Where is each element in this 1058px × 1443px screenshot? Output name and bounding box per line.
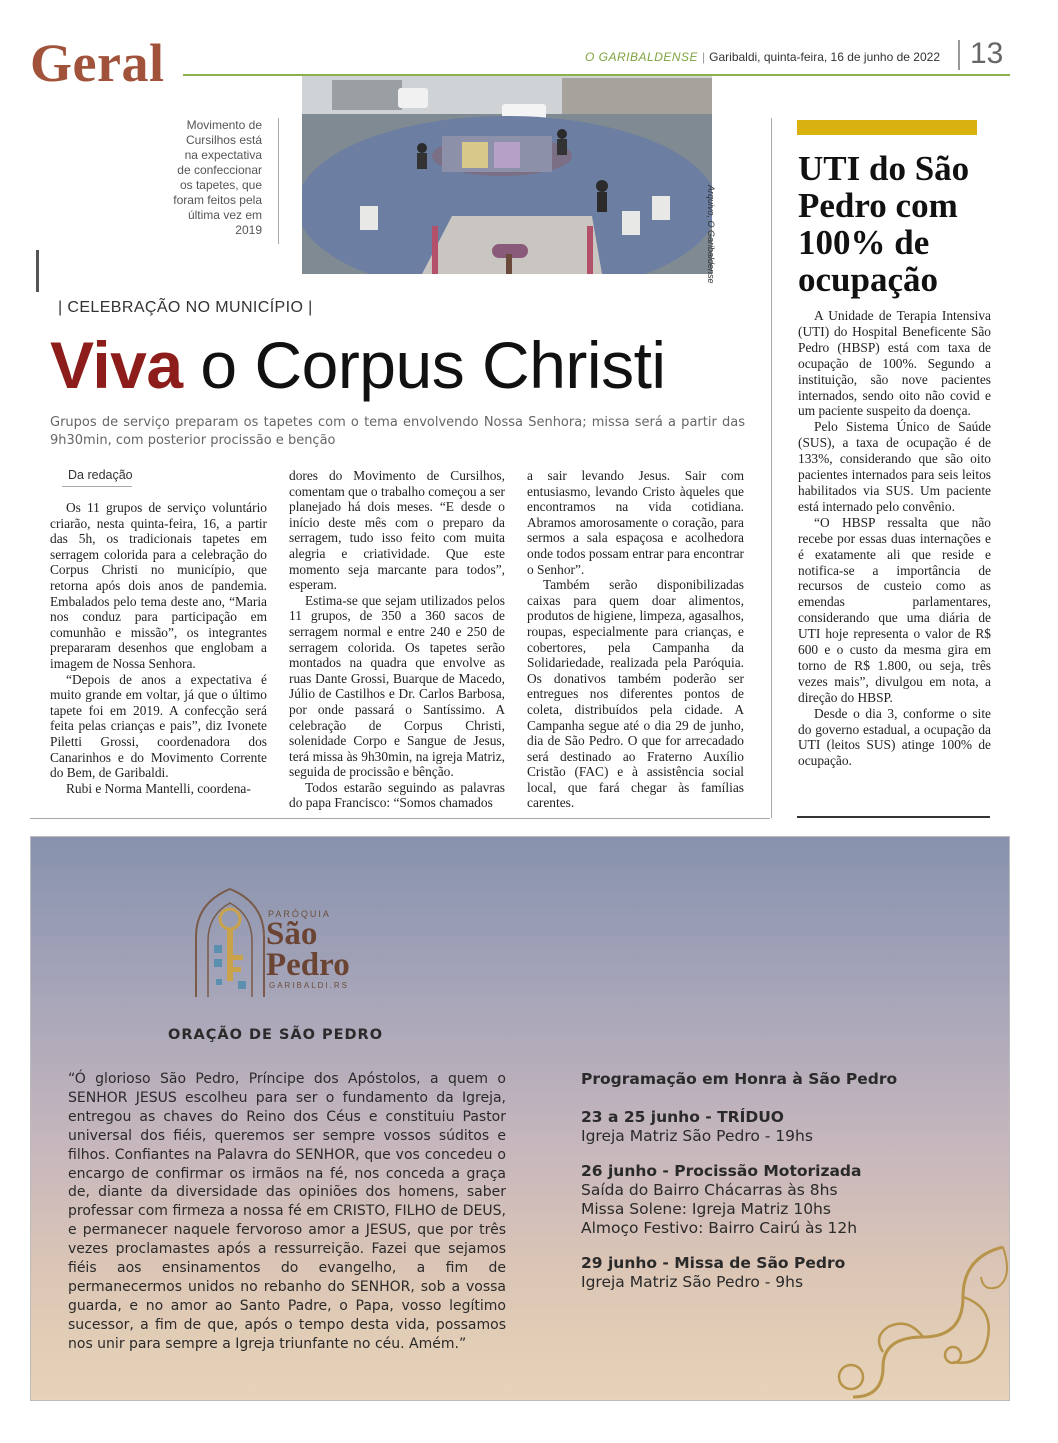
logo-parish-name bbox=[266, 916, 350, 983]
program-heading: 29 junho - Missa de São Pedro bbox=[581, 1254, 846, 1272]
logo-name-line-1: São bbox=[266, 916, 318, 952]
prayer-text: “Ó glorioso São Pedro, Príncipe dos Apóstolos, a quem o SENHOR JESUS escolheu para ser o fundamento da Igreja, entregou as chaves do Reino dos Céus e constituiu Pastor universal dos fiéis, queremos ser sempre vossos súditos e filhos. Confiantes na Palavra do SENHOR, que vos concedeu o encargo de confirmar os irmãos na fé, nos conceda a graça de, diante da diversidade das opiniões dos homens, saber professar com firmeza a nossa fé em CRISTO, FILHO de DEUS, e permanecer naquele fervoroso amor a JESUS, que por três vezes proclamastes após a ressurreição. Fazei que sejamos fiéis aos ensinamentos do evangelho, a fim de permanecermos unidos no rebanho do SENHOR, sob a vossa guarda, e no amor ao Santo Padre, o Papa, vosso legítimo sucessor, a fim de que, após o tempo desta vida, possamos nos unir para sempre a Igreja triunfante no céu. Amém.” bbox=[68, 1071, 506, 1352]
headline-accent: Viva bbox=[50, 328, 183, 402]
paragraph: “O HBSP ressalta que não recebe por essas duas internações e é exatamente ali que reside e notifica-se a importância de recursos de custeio como as emendas parlamentares, considerando que uma diária de UTI hoje representa o valor de R$ 600 e o custo da mesma gira em torno de R$ 1.800, ou seja, três vezes mais”, divulgou em nota, a direção do HBSP. bbox=[798, 514, 991, 705]
logo-name-line-2: Pedro bbox=[266, 947, 350, 983]
program-heading: 26 junho - Procissão Motorizada bbox=[581, 1162, 862, 1180]
program-line: Igreja Matriz São Pedro - 19hs bbox=[581, 1127, 813, 1145]
sidebar-body bbox=[798, 308, 991, 769]
program-item bbox=[581, 1162, 961, 1238]
article-photo bbox=[302, 76, 712, 274]
program-line: Missa Solene: Igreja Matriz 10hs bbox=[581, 1200, 831, 1218]
byline-rule bbox=[62, 486, 132, 487]
sidebar-accent-bar bbox=[797, 120, 977, 135]
article-column-2 bbox=[289, 468, 505, 811]
article-kicker: | CELEBRAÇÃO NO MUNICÍPIO | bbox=[58, 299, 313, 316]
dateline: Garibaldi, quinta-feira, 16 de junho de 2022 bbox=[709, 50, 940, 64]
prayer-title: ORAÇÃO DE SÃO PEDRO bbox=[168, 1027, 384, 1043]
photo-credit: Arquivo, O Garibaldense bbox=[706, 185, 716, 284]
article-bottom-rule bbox=[30, 818, 770, 819]
paragraph: Estima-se que sejam utilizados pelos 11 grupos, de 350 a 360 sacos de serragem normal e entre 240 e 250 de serragem colorida. Os tapetes serão montados na quadra que envolve as ruas Dante Grossi, Buarque de Macedo, Júlio de Castilhos e Dr. Carlos Barbosa, por onde passará o Santíssimo. A celebração de Corpus Christi, solenidade Corpo e Sangue de Jesus, terá missa às 9h30min, na igreja Matriz, seguida de procissão e bênção. bbox=[289, 592, 505, 780]
header-dateline bbox=[585, 50, 940, 64]
kicker-mark bbox=[36, 250, 39, 292]
logo-city: GARIBALDI.RS bbox=[269, 981, 350, 990]
street-carpet-photo bbox=[302, 76, 712, 274]
paragraph: A Unidade de Terapia Intensiva (UTI) do Hospital Beneficente São Pedro (HBSP) está com taxa de ocupação de 100%. Segundo a instituição, são nove pacientes internados, sendo oito não covid e um paciente suspeito da doença. bbox=[798, 308, 991, 419]
page-number-divider bbox=[958, 40, 960, 70]
paragraph: “Depois de anos a expectativa é muito grande em voltar, já que o último tapete foi em 2019. A confecção será feita pelas crianças e pais”, diz Ivonete Piletti Grossi, coordenadora dos Canarinhos e do Movimento Corrente do Bem, de Garibaldi. bbox=[50, 671, 267, 781]
paragraph: Os 11 grupos de serviço voluntário criarão, nesta quinta-feira, 16, a partir das 5h, os tradicionais tapetes em serragem colorida para a celebração do Corpus Christi no município, que retorna após dois anos de pandemia. Embalados pelo tema deste ano, “Maria nos conduz para participação em comunhão e missão”, os integrantes prepararam desenhos que englobam a imagem de Nossa Senhora. bbox=[50, 500, 267, 671]
publication-name: O GARIBALDENSE bbox=[585, 50, 699, 64]
paragraph: Todos estarão seguindo as palavras do papa Francisco: “Somos chamados bbox=[289, 779, 505, 811]
program-line: Igreja Matriz São Pedro - 9hs bbox=[581, 1273, 804, 1291]
byline: Da redação bbox=[68, 468, 133, 482]
page-number: 13 bbox=[970, 37, 1004, 70]
article-column-3 bbox=[527, 468, 744, 811]
program-line: Saída do Bairro Chácarras às 8hs bbox=[581, 1181, 838, 1199]
paragraph: Também serão disponibilizadas caixas para quem doar alimentos, produtos de higiene, limpeza, agasalhos, roupas, especialmente para crianças, e cobertores, pela Campanha da Solidariedade, realizada pela Paróquia. Os donativos também poderão ser entregues nos diferentes pontos de coleta, distribuídos pela cidade. A Campanha segue até o dia 29 de junho, dia de São Pedro. O que for arrecadado será destinado ao Fraterno Auxílio Cristão (FAC) e à assistência social local, que fará chegar às famílias carentes. bbox=[527, 577, 744, 811]
gold-ornament-icon bbox=[813, 1237, 1010, 1401]
parish-advertisement bbox=[30, 836, 1010, 1401]
program-line: Almoço Festivo: Bairro Cairú às 12h bbox=[581, 1219, 858, 1237]
program-title: Programação em Honra à São Pedro bbox=[581, 1070, 898, 1088]
program-item bbox=[581, 1108, 961, 1146]
logo-paroquia: PARÓQUIA bbox=[268, 909, 331, 919]
paragraph: Desde o dia 3, conforme o site do governo estadual, a ocupação da UTI (leitos SUS) atinge 100% de ocupação. bbox=[798, 705, 991, 769]
sidebar-divider bbox=[771, 118, 772, 818]
caption-divider bbox=[278, 118, 279, 244]
paragraph: Pelo Sistema Único de Saúde (SUS), a taxa de ocupação é de 133%, considerando que são oito pacientes internados para seis leitos habilitados via SUS. Um paciente está internado pelo convênio. bbox=[798, 419, 991, 514]
paragraph: a sair levando Jesus. Sair com entusiasmo, levando Cristo àqueles que encontramos na vida cotidiana. Abramos amorosamente o coração, para sermos a sala espaçosa e acolhedora onde todos possam entrar para encontrar o Senhor”. bbox=[527, 468, 744, 577]
paragraph: Rubi e Norma Mantelli, coordena- bbox=[66, 780, 251, 796]
article-dek: Grupos de serviço preparam os tapetes com o tema envolvendo Nossa Senhora; missa será a partir das 9h30min, com posterior procissão e benção bbox=[50, 415, 745, 448]
sidebar-bottom-rule bbox=[797, 816, 990, 818]
header-separator: | bbox=[702, 50, 706, 64]
article-column-1 bbox=[50, 500, 267, 796]
program-heading: 23 a 25 junho - TRÍDUO bbox=[581, 1108, 784, 1126]
headline-rest: o Corpus Christi bbox=[182, 328, 666, 402]
article-headline bbox=[50, 322, 666, 408]
photo-caption: Movimento de Cursilhos está na expectativa de confeccionar os tapetes, que foram feitos pela última vez em 2019 bbox=[173, 118, 262, 237]
paragraph: dores do Movimento de Cursilhos, comentam que o trabalho começou a ser planejado há dois meses. “E desde o início deste mês com o preparo da serragem, tudo isso feito com muita alegria e criatividade. Que este momento seja marcante para todos”, esperam. bbox=[289, 468, 505, 593]
section-title: Geral bbox=[30, 33, 165, 93]
sidebar-headline: UTI do São Pedro com 100% de ocupação bbox=[798, 149, 970, 299]
